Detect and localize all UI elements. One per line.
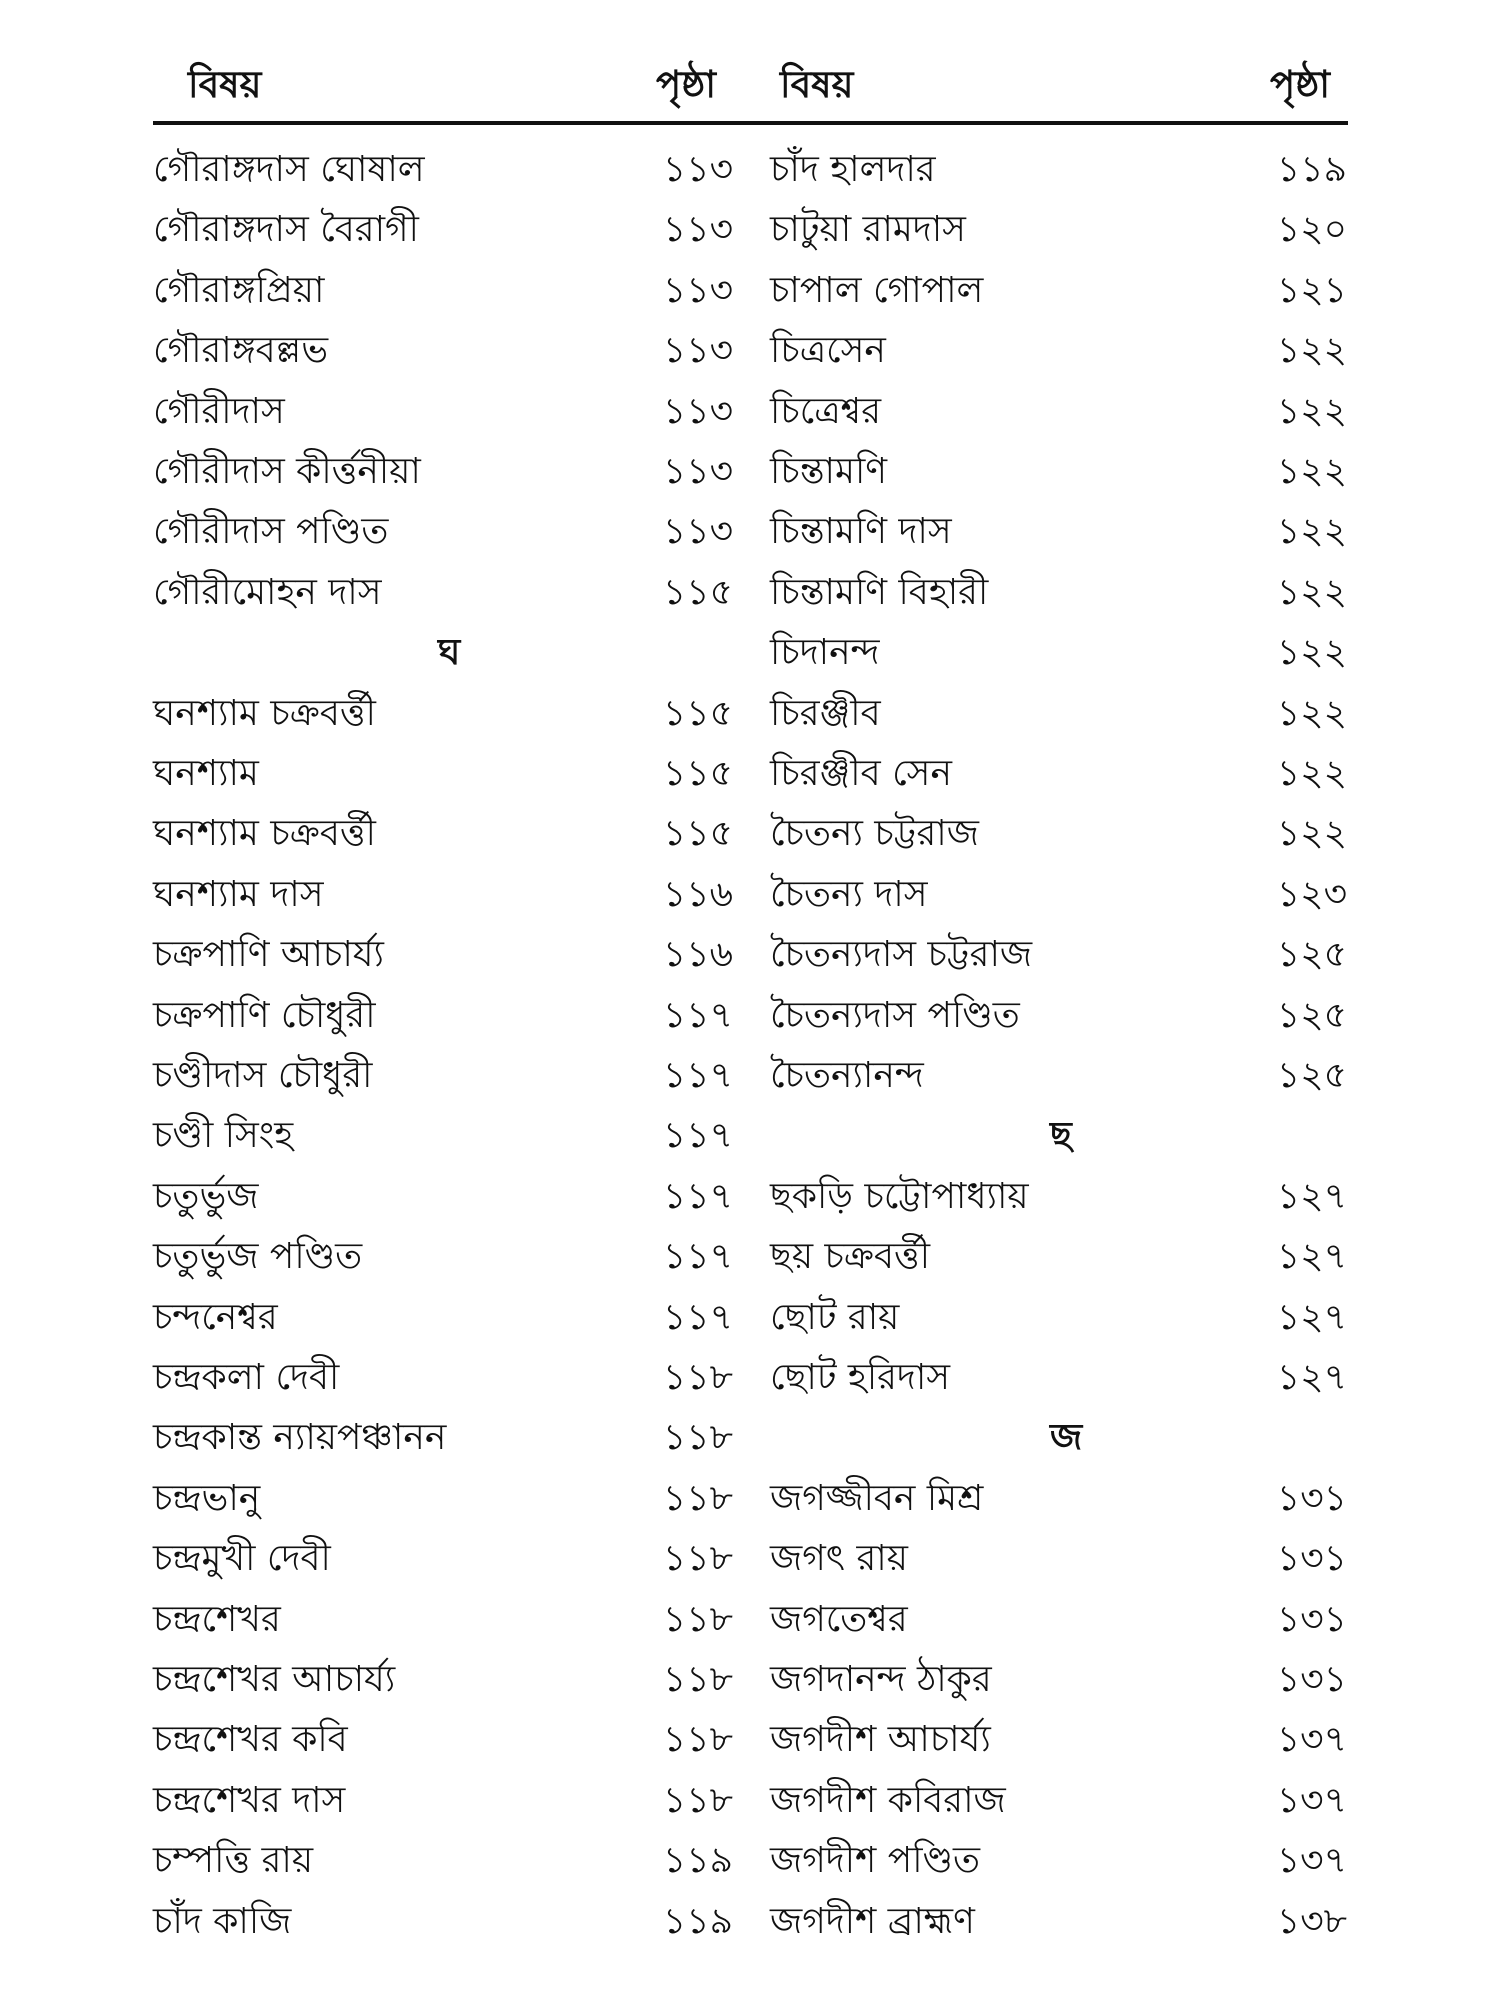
entry-page-number: ১২৫ <box>1276 934 1347 975</box>
entry-name: চন্দ্রমুখী দেবী <box>153 1538 331 1579</box>
entry-name: চতুর্ভুজ <box>153 1176 259 1217</box>
index-entry <box>770 442 1347 502</box>
entry-page-number: ১১৭ <box>662 1176 733 1217</box>
entry-page-number: ১১৭ <box>662 1297 733 1338</box>
index-entry <box>770 1650 1347 1710</box>
entry-name: চিন্তামণি দাস <box>770 511 952 552</box>
index-entry <box>153 865 733 925</box>
entry-page-number: ১১৬ <box>662 874 733 915</box>
index-entry <box>770 140 1347 200</box>
entry-page-number: ১২২ <box>1276 632 1347 673</box>
entry-name: গৌরাঙ্গদাস বৈরাগী <box>153 209 419 250</box>
entry-page-number: ১৩৭ <box>1276 1780 1347 1821</box>
entry-page-number: ১১৩ <box>662 511 733 552</box>
index-entry <box>770 623 1347 683</box>
index-entry <box>153 1831 733 1891</box>
entry-name: চণ্ডী সিংহ <box>153 1115 294 1156</box>
entry-page-number: ১১৮ <box>662 1659 733 1700</box>
index-entry <box>153 1046 733 1106</box>
entry-name: ছয় চক্রবর্ত্তী <box>770 1236 931 1277</box>
entry-page-number: ১২২ <box>1276 451 1347 492</box>
entry-name: ঘনশ্যাম দাস <box>153 874 324 915</box>
entry-name: গৌরাঙ্গবল্লভ <box>153 330 329 371</box>
index-entry <box>770 986 1347 1046</box>
index-entry <box>153 1469 733 1529</box>
entry-page-number: ১১৭ <box>662 1236 733 1277</box>
index-entry <box>153 1227 733 1287</box>
entry-name: চতুর্ভুজ পণ্ডিত <box>153 1236 363 1277</box>
entry-name: চন্দ্রশেখর <box>153 1599 281 1640</box>
entry-page-number: ১১৮ <box>662 1357 733 1398</box>
index-entry <box>770 925 1347 985</box>
entry-name: গৌরীদাস <box>153 391 285 432</box>
entry-name: গৌরীদাস পণ্ডিত <box>153 511 389 552</box>
entry-page-number: ১১৮ <box>662 1538 733 1579</box>
index-entry <box>153 1710 733 1770</box>
entry-name: জগদীশ কবিরাজ <box>770 1780 1006 1821</box>
entry-name: চিন্তামণি <box>770 451 888 492</box>
index-entry <box>770 1710 1347 1770</box>
entry-name: চাপাল গোপাল <box>770 270 984 311</box>
entry-page-number: ১১৮ <box>662 1780 733 1821</box>
entry-page-number: ১১৯ <box>662 1840 733 1881</box>
entry-name: জগৎ রায় <box>770 1538 908 1579</box>
index-entry <box>153 1892 733 1952</box>
entry-page-number: ১১৩ <box>662 149 733 190</box>
entry-name: চৈতন্যদাস চট্টরাজ <box>770 934 1033 975</box>
entry-name: গৌরাঙ্গদাস ঘোষাল <box>153 149 425 190</box>
index-entry <box>770 200 1347 260</box>
index-entry <box>153 1288 733 1348</box>
entry-name: চৈতন্য দাস <box>770 874 928 915</box>
entry-name: চন্দ্রভানু <box>153 1478 261 1519</box>
entry-name: ঘনশ্যাম চক্রবর্ত্তী <box>153 813 376 854</box>
entry-name: ছোট রায় <box>770 1297 900 1338</box>
entry-page-number: ১৩১ <box>1276 1478 1347 1519</box>
index-entry <box>153 1408 733 1468</box>
index-entry <box>770 684 1347 744</box>
entry-name: চন্দ্রকলা দেবী <box>153 1357 340 1398</box>
index-entry <box>153 1529 733 1589</box>
entry-page-number: ১২৭ <box>1276 1176 1347 1217</box>
index-entry <box>153 140 733 200</box>
entry-name: গৌরাঙ্গপ্রিয়া <box>153 270 325 311</box>
entry-page-number: ১১৩ <box>662 451 733 492</box>
entry-name: জগদীশ আচার্য্য <box>770 1719 991 1760</box>
entry-page-number: ১১৩ <box>662 391 733 432</box>
entry-name: চণ্ডীদাস চৌধুরী <box>153 1055 373 1096</box>
entry-page-number: ১৩১ <box>1276 1659 1347 1700</box>
index-entry <box>770 1046 1347 1106</box>
entry-page-number: ১২১ <box>1276 270 1347 311</box>
entry-name: চম্পত্তি রায় <box>153 1840 314 1881</box>
index-entry <box>770 1771 1347 1831</box>
entry-page-number: ১২২ <box>1276 511 1347 552</box>
entry-name: চন্দনেশ্বর <box>153 1297 278 1338</box>
entry-page-number: ১১৯ <box>662 1901 733 1942</box>
entry-name: চক্রপাণি আচার্য্য <box>153 934 384 975</box>
index-entry <box>770 744 1347 804</box>
entry-page-number: ১২২ <box>1276 572 1347 613</box>
index-entry <box>770 1529 1347 1589</box>
index-entry <box>770 382 1347 442</box>
entry-page-number: ১১৫ <box>662 693 733 734</box>
entry-page-number: ১১৫ <box>662 813 733 854</box>
index-entry <box>153 804 733 864</box>
column2-heading-subject: বিষয় <box>780 63 854 106</box>
index-entry <box>153 1590 733 1650</box>
index-entry <box>770 1288 1347 1348</box>
index-entry <box>153 925 733 985</box>
entry-page-number: ১১৩ <box>662 330 733 371</box>
entry-page-number: ১২২ <box>1276 753 1347 794</box>
entry-page-number: ১১৩ <box>662 209 733 250</box>
header-divider <box>153 121 1348 125</box>
index-entry <box>153 321 733 381</box>
column1-heading-page: পৃষ্ঠা <box>656 63 716 106</box>
index-entry <box>153 563 733 623</box>
index-entry <box>153 261 733 321</box>
entry-page-number: ১১৯ <box>1276 149 1347 190</box>
entry-name: চৈতন্য চট্টরাজ <box>770 813 979 854</box>
entry-name: চিরঞ্জীব সেন <box>770 753 952 794</box>
entry-name: জগজ্জীবন মিশ্র <box>770 1478 984 1519</box>
entry-page-number: ১১৮ <box>662 1599 733 1640</box>
entry-name: চিরঞ্জীব <box>770 693 881 734</box>
index-entry <box>153 986 733 1046</box>
entry-name: চন্দ্রশেখর কবি <box>153 1719 348 1760</box>
entry-page-number: ১১৮ <box>662 1719 733 1760</box>
entry-page-number: ১২২ <box>1276 813 1347 854</box>
entry-page-number: ১১৭ <box>662 995 733 1036</box>
index-entry <box>770 865 1347 925</box>
entry-page-number: ১২৫ <box>1276 995 1347 1036</box>
index-entry <box>770 1348 1347 1408</box>
column2-heading-page: পৃষ্ঠা <box>1270 63 1330 106</box>
entry-page-number: ১১৭ <box>662 1115 733 1156</box>
entry-name: চন্দ্রশেখর দাস <box>153 1780 346 1821</box>
index-entry <box>153 684 733 744</box>
index-entry <box>770 1227 1347 1287</box>
entry-name: ছোট হরিদাস <box>770 1357 951 1398</box>
index-entry <box>153 442 733 502</box>
entry-page-number: ১১৭ <box>662 1055 733 1096</box>
index-entry <box>770 804 1347 864</box>
entry-name: জগতেশ্বর <box>770 1599 908 1640</box>
entry-page-number: ১২৫ <box>1276 1055 1347 1096</box>
entry-name: চন্দ্রকান্ত ন্যায়পঞ্চানন <box>153 1417 447 1458</box>
entry-name: জগদীশ ব্রাহ্মণ <box>770 1901 975 1942</box>
index-entry <box>770 502 1347 562</box>
entry-page-number: ১১৫ <box>662 572 733 613</box>
entry-name: চিত্রসেন <box>770 330 886 371</box>
index-entry <box>153 1650 733 1710</box>
entry-page-number: ১২৭ <box>1276 1357 1347 1398</box>
index-entry <box>153 382 733 442</box>
entry-page-number: ১২২ <box>1276 330 1347 371</box>
entry-page-number: ১২৩ <box>1276 874 1347 915</box>
entry-page-number: ১৩৮ <box>1276 1901 1347 1942</box>
entry-name: জগদীশ পণ্ডিত <box>770 1840 981 1881</box>
entry-page-number: ১২৭ <box>1276 1297 1347 1338</box>
index-entry <box>153 1771 733 1831</box>
index-entry <box>153 502 733 562</box>
index-entry <box>153 1106 733 1166</box>
index-entry <box>770 1590 1347 1650</box>
entry-name: গৌরীদাস কীর্ত্তনীয়া <box>153 451 421 492</box>
index-entry <box>770 321 1347 381</box>
entry-page-number: ১১৩ <box>662 270 733 311</box>
entry-name: চাঁদ কাজি <box>153 1901 292 1942</box>
entry-page-number: ১২০ <box>1276 209 1347 250</box>
entry-name: গৌরীমোহন দাস <box>153 572 382 613</box>
index-entry <box>153 1167 733 1227</box>
index-entry <box>770 1892 1347 1952</box>
index-entry <box>770 1831 1347 1891</box>
entry-name: চিন্তামণি বিহারী <box>770 572 989 613</box>
index-entry <box>153 1348 733 1408</box>
entry-page-number: ১৩৭ <box>1276 1719 1347 1760</box>
entry-page-number: ১১৮ <box>662 1478 733 1519</box>
entry-page-number: ১২৭ <box>1276 1236 1347 1277</box>
column1-heading-subject: বিষয় <box>188 63 262 106</box>
entry-name: চৈতন্যানন্দ <box>770 1055 924 1096</box>
index-entry <box>770 1167 1347 1227</box>
entry-page-number: ১২২ <box>1276 693 1347 734</box>
entry-name: চাটুয়া রামদাস <box>770 209 966 250</box>
section-letter: ছ <box>1050 1115 1072 1156</box>
entry-name: চৈতন্যদাস পণ্ডিত <box>770 995 1020 1036</box>
index-entry <box>153 200 733 260</box>
entry-name: চন্দ্রশেখর আচার্য্য <box>153 1659 396 1700</box>
entry-page-number: ১৩৭ <box>1276 1840 1347 1881</box>
index-entry <box>770 563 1347 623</box>
entry-name: চক্রপাণি চৌধুরী <box>153 995 376 1036</box>
entry-name: চিদানন্দ <box>770 632 880 673</box>
entry-name: ছকড়ি চট্টোপাধ্যায় <box>770 1176 1029 1217</box>
entry-page-number: ১১৮ <box>662 1417 733 1458</box>
entry-name: চাঁদ হালদার <box>770 149 936 190</box>
index-entry <box>770 261 1347 321</box>
index-entry <box>770 1469 1347 1529</box>
section-letter: জ <box>1050 1417 1083 1458</box>
entry-page-number: ১৩১ <box>1276 1538 1347 1579</box>
entry-name: ঘনশ্যাম <box>153 753 259 794</box>
entry-page-number: ১২২ <box>1276 391 1347 432</box>
section-letter: ঘ <box>438 632 461 673</box>
entry-name: জগদানন্দ ঠাকুর <box>770 1659 992 1700</box>
entry-name: ঘনশ্যাম চক্রবর্ত্তী <box>153 693 376 734</box>
entry-page-number: ১১৬ <box>662 934 733 975</box>
index-entry <box>153 744 733 804</box>
entry-page-number: ১৩১ <box>1276 1599 1347 1640</box>
entry-page-number: ১১৫ <box>662 753 733 794</box>
entry-name: চিত্রেশ্বর <box>770 391 881 432</box>
